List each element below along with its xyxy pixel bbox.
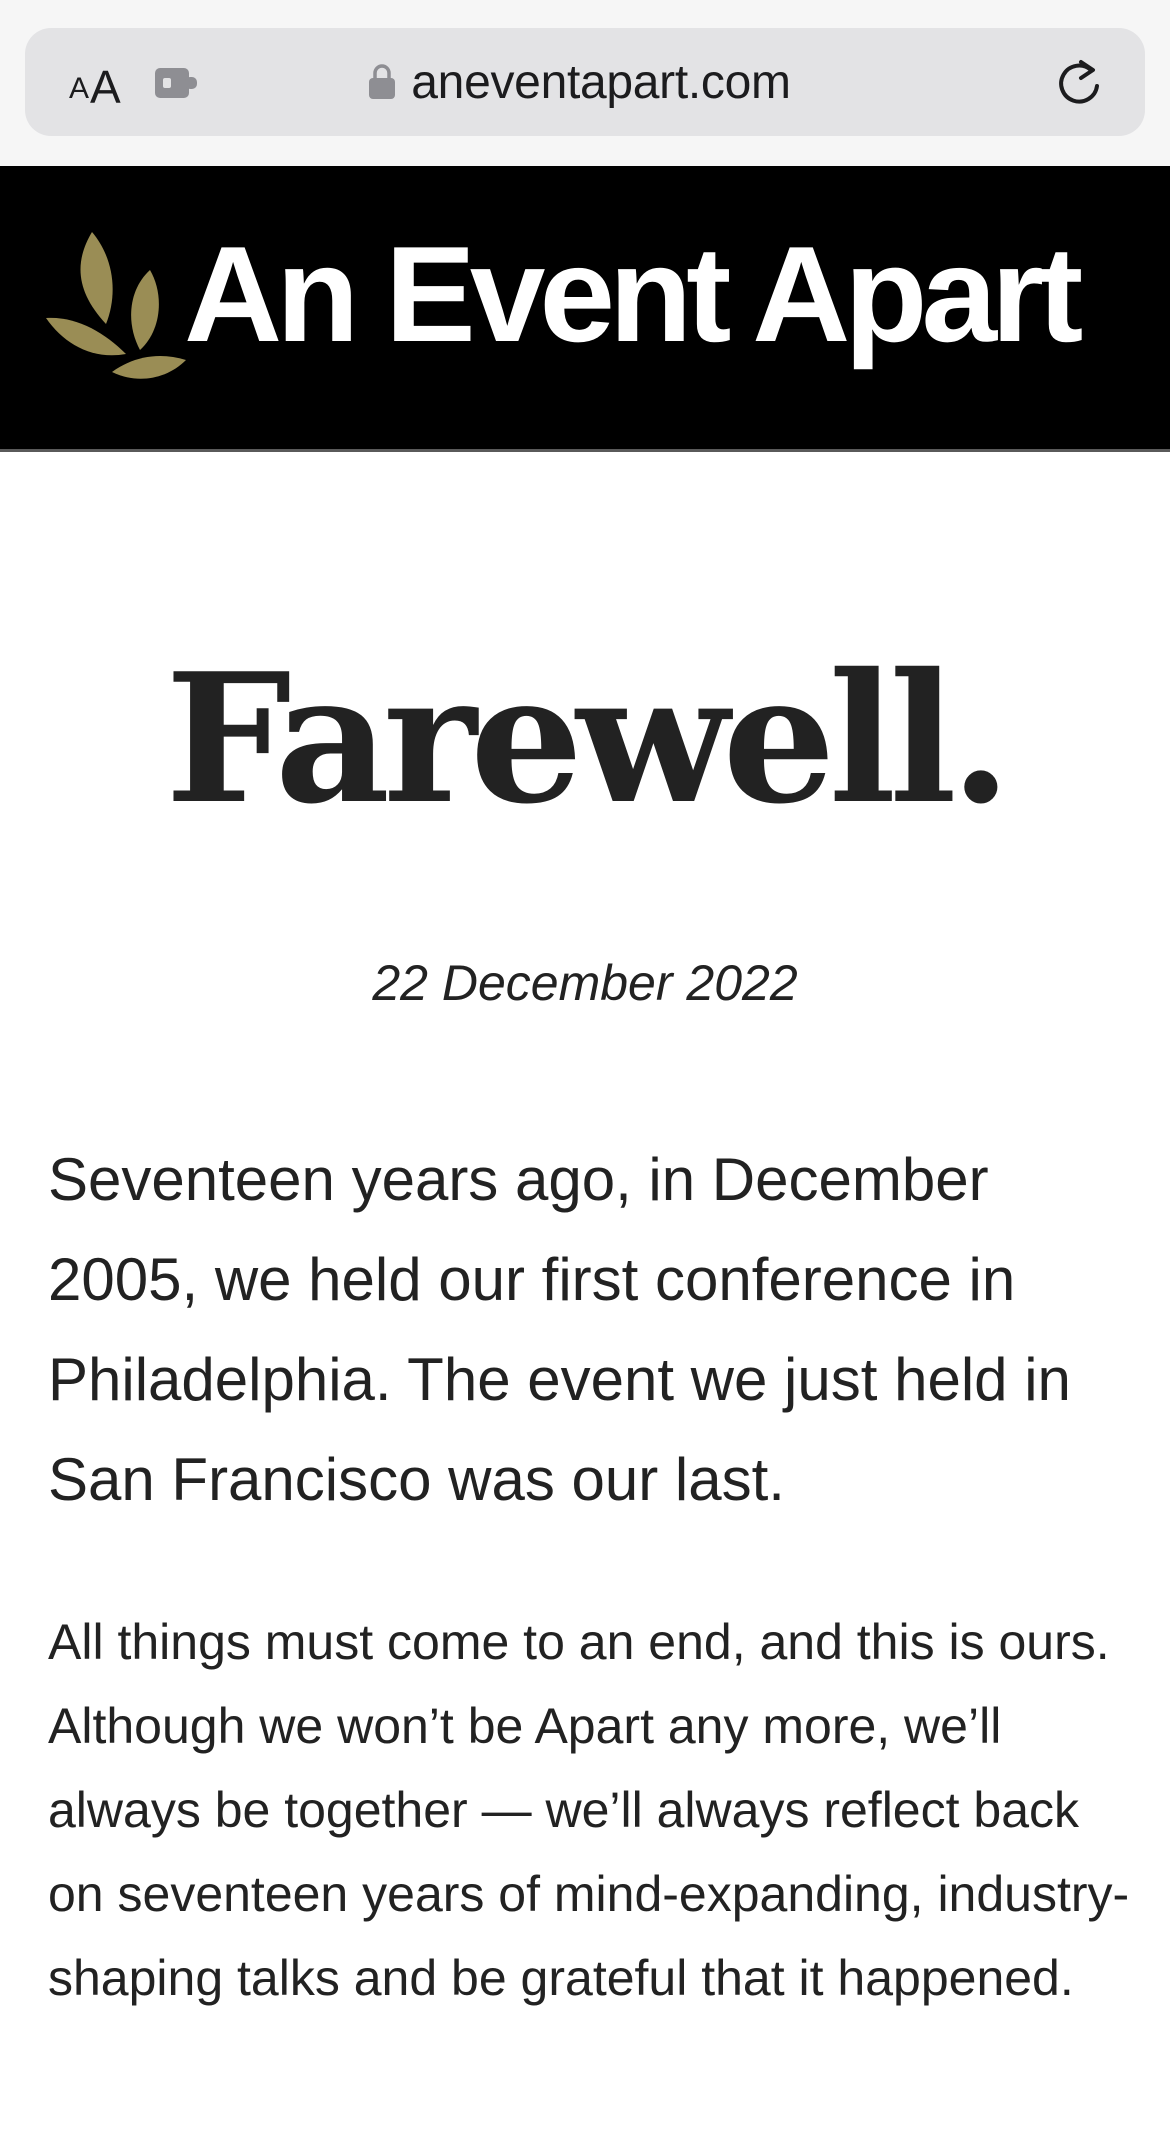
body-paragraph: All things must come to an end, and this is ours. Although we won’t be Apart any more, we’ll always be together — we’ll always reflect back on seventeen years of mind-expanding, industry-shaping talks and be grateful that it happened. [48,1614,1130,2006]
site-title[interactable]: An Event Apart [184,218,1078,370]
lock-icon [367,63,397,101]
url-text: aneventapart.com [411,55,791,109]
lead-paragraph: Seventeen years ago, in December 2005, we held our first conference in Philadelphia. The event we just held in San Francisco was our last. [48,1146,1071,1513]
post-date: 22 December 2022 [372,955,798,1011]
address-bar[interactable] [25,28,1145,136]
site-header [0,166,1170,452]
page-title: Farewell. [165,634,1005,843]
reload-icon[interactable] [1053,56,1105,110]
leaf-logo-icon[interactable] [46,232,186,382]
browser-toolbar [0,0,1170,166]
reader-small-letter: A [69,72,90,105]
reader-large-letter: A [90,61,121,113]
url-display[interactable] [25,28,1145,136]
